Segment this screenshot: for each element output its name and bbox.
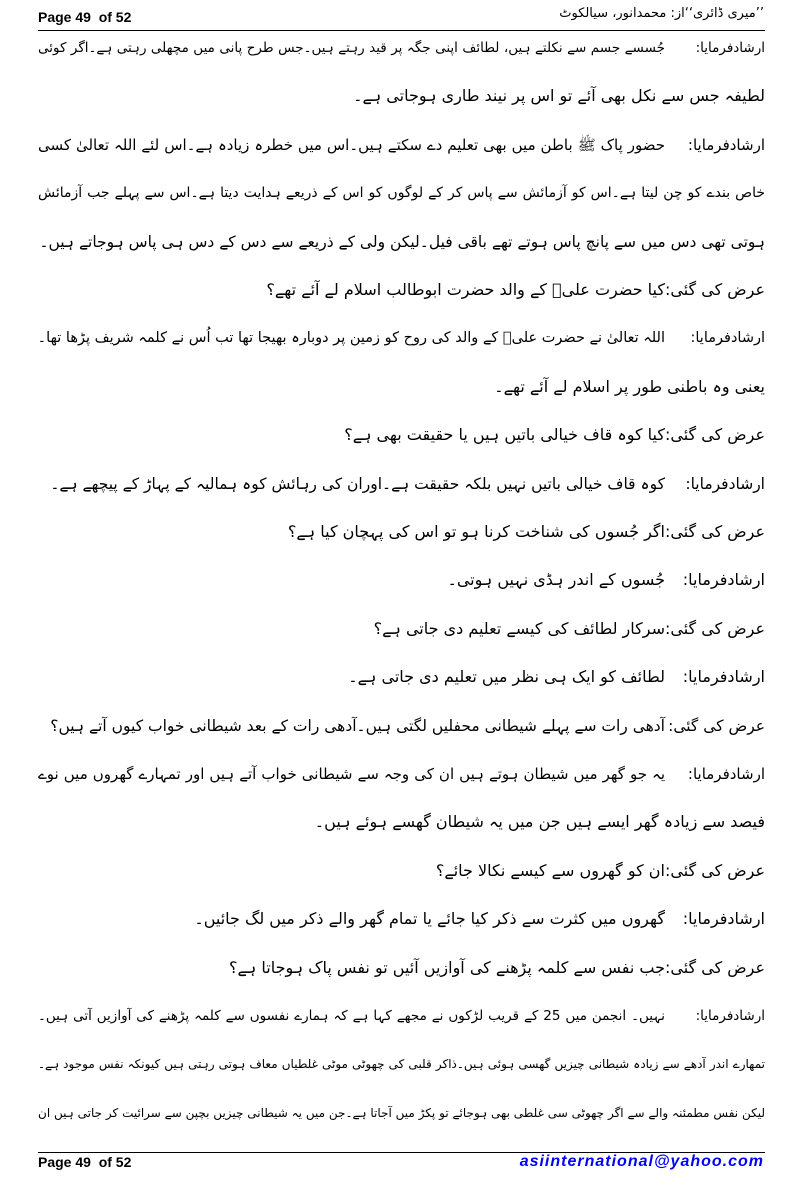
line-text: یعنی وہ باطنی طور پر اسلام لے آئے تھے۔ bbox=[494, 376, 765, 396]
line-text: لطائف کو ایک ہی نظر میں تعلیم دی جاتی ہے۔ bbox=[348, 667, 665, 687]
dialogue-line bbox=[38, 609, 765, 649]
line-text: آدھی رات سے پہلے شیطانی محفلیں لگتی ہیں۔آدھی رات کے بعد شیطانی خواب کیوں آتے ہیں؟ bbox=[50, 716, 665, 735]
line-text: کوہ قاف خیالی باتیں نہیں بلکہ حقیقت ہے۔اوران کی رہائش کوہ ہمالیہ کے پہاڑ کے پیچھے ہے۔ bbox=[50, 474, 665, 493]
dialogue-line bbox=[38, 899, 765, 939]
footer-email-link[interactable]: asiinternational@yahoo.com bbox=[519, 1153, 764, 1170]
dialogue-line bbox=[38, 948, 765, 988]
line-text: جُسسے جسم سے نکلتے ہیں، لطائف اپنی جگہ پر قید رہتے ہیں۔جس طرح پانی میں مچھلی رہتی ہے۔اگر کوئی bbox=[38, 40, 665, 56]
continuation-line bbox=[38, 222, 765, 262]
dialogue-line bbox=[38, 28, 765, 68]
line-text: گھروں میں کثرت سے ذکر کیا جائے یا تمام گھر والے ذکر میں لگ جائیں۔ bbox=[194, 909, 665, 929]
dialogue-line bbox=[38, 996, 765, 1036]
continuation-line bbox=[38, 1093, 765, 1133]
line-text: سرکار لطائف کی کیسے تعلیم دی جاتی ہے؟ bbox=[373, 618, 665, 638]
dialogue-line bbox=[38, 318, 765, 358]
dialogue-line bbox=[38, 125, 765, 165]
continuation-line bbox=[38, 367, 765, 407]
dialogue-line bbox=[38, 706, 765, 746]
line-text: جب نفس سے کلمہ پڑھنے کی آوازیں آئیں تو نفس پاک ہوجاتا ہے؟ bbox=[229, 957, 665, 977]
line-text: فیصد سے زیادہ گھر ایسے ہیں جن میں یہ شیطان گھسے ہوئے ہیں۔ bbox=[314, 812, 765, 832]
continuation-line bbox=[38, 1044, 765, 1084]
line-text: حضور پاک ﷺ باطن میں بھی تعلیم دے سکتے ہیں۔اس میں خطرہ زیادہ ہے۔اس لئے اللہ تعالیٰ کسی bbox=[38, 135, 665, 154]
line-text: جُسوں کے اندر ہڈی نہیں ہوتی۔ bbox=[447, 570, 665, 590]
line-text: کیا کوہ قاف خیالی باتیں ہیں یا حقیقت بھی ہے؟ bbox=[344, 425, 665, 445]
continuation-line bbox=[38, 173, 765, 213]
line-text: تمھارے اندر آدھے سے زیادہ شیطانی چیزیں گھسی ہوئی ہیں۔ذاکر قلبی کی چھوٹی موٹی غلطیاں معاف ہوتی رہتی ہیں کیونکہ نفس موجود ہے۔ bbox=[38, 1057, 765, 1072]
continuation-line bbox=[38, 76, 765, 116]
line-text: خاص بندے کو چن لیتا ہے۔اس کو آزمائش سے پاس کر کے لوگوں کو اس کے ذریعے ہدایت دیتا ہے۔اس سے پہلے جب آزمائش bbox=[38, 185, 765, 202]
dialogue-line bbox=[38, 512, 765, 552]
dialogue-line bbox=[38, 415, 765, 455]
speaker-label: عرض کی گئی: bbox=[668, 716, 765, 735]
speaker-label: ارشادفرمایا: bbox=[682, 570, 765, 590]
line-text: ہوتی تھی دس میں سے پانچ پاس ہوتے تھے باقی فیل۔لیکن ولی کے ذریعے سے دس کے دس ہی پاس ہوجاتے ہیں۔ bbox=[39, 232, 765, 251]
speaker-label: عرض کی گئی: bbox=[664, 957, 765, 977]
line-text: اللہ تعالیٰ نے حضرت علیؓ کے والد کی روح کو زمین پر دوبارہ بھیجا تھا تب اُس نے کلمہ شریف پڑھا تھا۔ bbox=[37, 330, 665, 347]
line-text: اگر جُسوں کی شناخت کرنا ہو تو اس کی پہچان کیا ہے؟ bbox=[287, 522, 665, 541]
speaker-label: ارشادفرمایا: bbox=[685, 474, 765, 493]
speaker-label: عرض کی گئی: bbox=[664, 280, 765, 299]
line-text: کیا حضرت علیؓ کے والد حضرت ابوطالب اسلام لے آئے تھے؟ bbox=[266, 280, 665, 299]
line-text: نہیں۔ انجمن میں 25 کے قریب لڑکوں نے مجھے کہا ہے کہ ہمارے نفسوں سے کلمہ پڑھنے کی آوازیں آتی ہیں۔ bbox=[38, 1008, 665, 1024]
speaker-label: ارشادفرمایا: bbox=[690, 330, 765, 347]
dialogue-line bbox=[38, 851, 765, 891]
line-text: یہ جو گھر میں شیطان ہوتے ہیں ان کی وجہ سے شیطانی خواب آتے ہیں اور تمہارے گھروں میں نوے bbox=[38, 765, 665, 783]
line-text: ان کو گھروں سے کیسے نکالا جائے؟ bbox=[435, 860, 665, 880]
speaker-label: ارشادفرمایا: bbox=[687, 135, 765, 154]
speaker-label: عرض کی گئی: bbox=[664, 522, 765, 541]
dialogue-line bbox=[38, 560, 765, 600]
dialogue-line bbox=[38, 464, 765, 504]
speaker-label: ارشادفرمایا: bbox=[687, 765, 765, 783]
speaker-label: ارشادفرمایا: bbox=[682, 909, 765, 929]
dialogue-line bbox=[38, 270, 765, 310]
line-text: لطیفہ جس سے نکل بھی آئے تو اس پر نیند طاری ہوجاتی ہے۔ bbox=[353, 86, 765, 106]
speaker-label: ارشادفرمایا: bbox=[695, 40, 765, 56]
footer-page-number: Page 49 of 52 bbox=[38, 1154, 132, 1170]
continuation-line bbox=[38, 802, 765, 842]
dialogue-line bbox=[38, 754, 765, 794]
header-title: ’’میری ڈائری‘‘از: محمدانور، سیالکوٹ bbox=[559, 6, 764, 21]
speaker-label: عرض کی گئی: bbox=[664, 860, 765, 880]
line-text: لیکن نفس مطمئنہ والے سے اگر چھوٹی سی غلطی بھی ہوجائے تو پکڑ میں آجاتا ہے۔جن میں یہ شیطانی چیزیں بچپن سے سرائیت کر جاتی ہیں ان bbox=[38, 1105, 765, 1120]
speaker-label: عرض کی گئی: bbox=[664, 425, 765, 445]
speaker-label: ارشادفرمایا: bbox=[682, 667, 765, 687]
header-page-number: Page 49 of 52 bbox=[38, 9, 132, 25]
speaker-label: ارشادفرمایا: bbox=[695, 1008, 765, 1024]
speaker-label: عرض کی گئی: bbox=[664, 618, 765, 638]
dialogue-line bbox=[38, 657, 765, 697]
